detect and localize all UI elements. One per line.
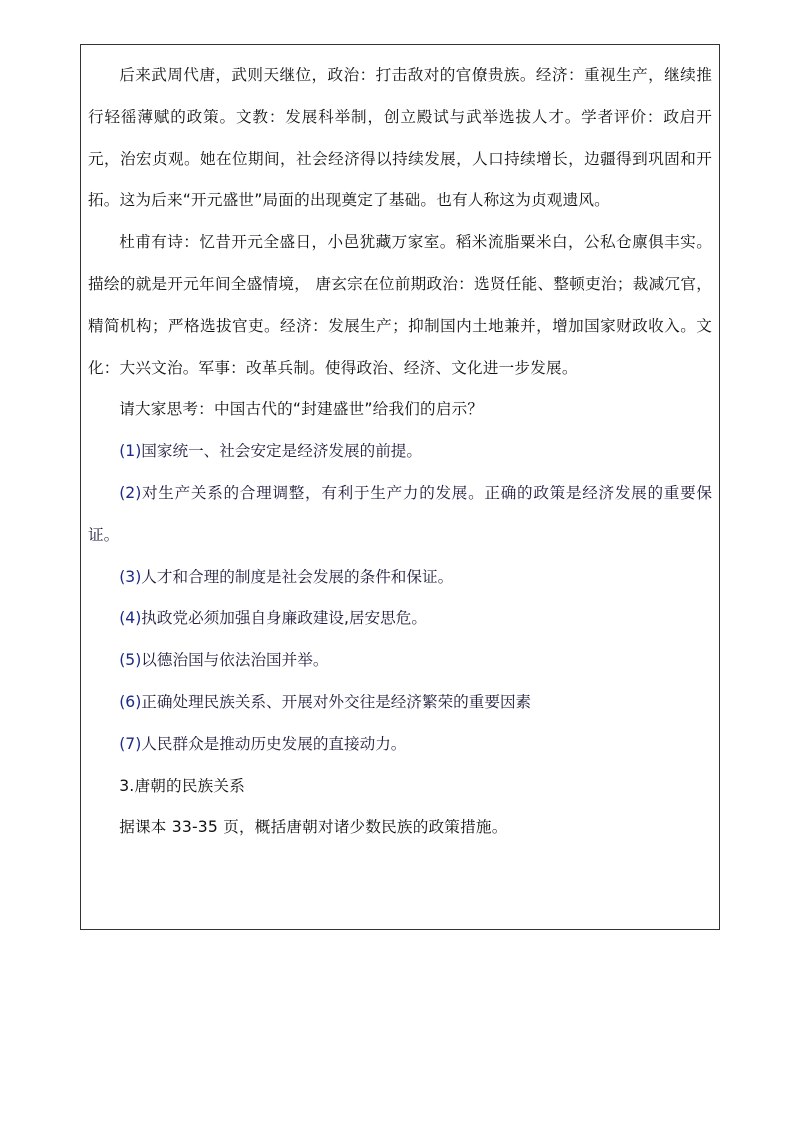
list-item <box>88 640 712 682</box>
section-heading: 3.唐朝的民族关系 <box>119 776 246 795</box>
list-item-number: (2) <box>119 483 142 502</box>
list-item <box>88 473 712 557</box>
list-item-text: 以德治国与依法治国并举。 <box>141 651 329 670</box>
document-frame <box>80 44 720 930</box>
list-item-number: (7) <box>119 734 142 753</box>
list-item-text: 人民群众是推动历史发展的直接动力。 <box>141 734 407 753</box>
list-item-number: (4) <box>119 609 142 628</box>
list-item <box>88 682 712 724</box>
list-item-text: 正确处理民族关系、开展对外交往是经济繁荣的重要因素 <box>141 692 532 711</box>
list-item-number: (5) <box>119 651 142 670</box>
list-item-number: (1) <box>119 442 142 461</box>
list-item-text: 对生产关系的合理调整，有利于生产力的发展。正确的政策是经济发展的重要保证。 <box>88 483 712 544</box>
list-item <box>88 724 712 766</box>
list-item-text: 执政党必须加强自身廉政建设,居安思危。 <box>141 609 427 628</box>
paragraph-question: 请大家思考：中国古代的“封建盛世”给我们的启示？ <box>119 400 484 419</box>
paragraph-wu-zetian: 后来武周代唐，武则天继位，政治：打击敌对的官僚贵族。经济：重视生产，继续推行轻徭薄赋的政策。文教：发展科举制，创立殿试与武举选拔人才。学者评价：政启开元，治宏贞观。她在位期间，社会经济得以持续发展，人口持续增长，边疆得到巩固和开拓。这为后来“开元盛世”局面的出现奠定了基础。也有人称这为贞观遗风。 <box>88 66 712 210</box>
list-item-number: (3) <box>119 567 142 586</box>
list-item-number: (6) <box>119 692 142 711</box>
list-item-text: 人才和合理的制度是社会发展的条件和保证。 <box>141 567 454 586</box>
section-task: 据课本 33-35 页，概括唐朝对诸少数民族的政策措施。 <box>119 818 508 837</box>
list-item <box>88 598 712 640</box>
list-item <box>88 431 712 473</box>
list-item-text: 国家统一、社会安定是经济发展的前提。 <box>141 442 422 461</box>
paragraph-du-fu: 杜甫有诗：忆昔开元全盛日，小邑犹藏万家室。稻米流脂粟米白，公私仓廪俱丰实。描绘的就是开元年间全盛情境， 唐玄宗在位前期政治：选贤任能、整顿吏治；裁减冗官，精简机构；严格选拔官吏。经济：发展生产；抑制国内土地兼并，增加国家财政收入。文化：大兴文治。军事：改革兵制。使得政治、经济、文化进一步发展。 <box>88 233 712 377</box>
list-item <box>88 557 712 599</box>
